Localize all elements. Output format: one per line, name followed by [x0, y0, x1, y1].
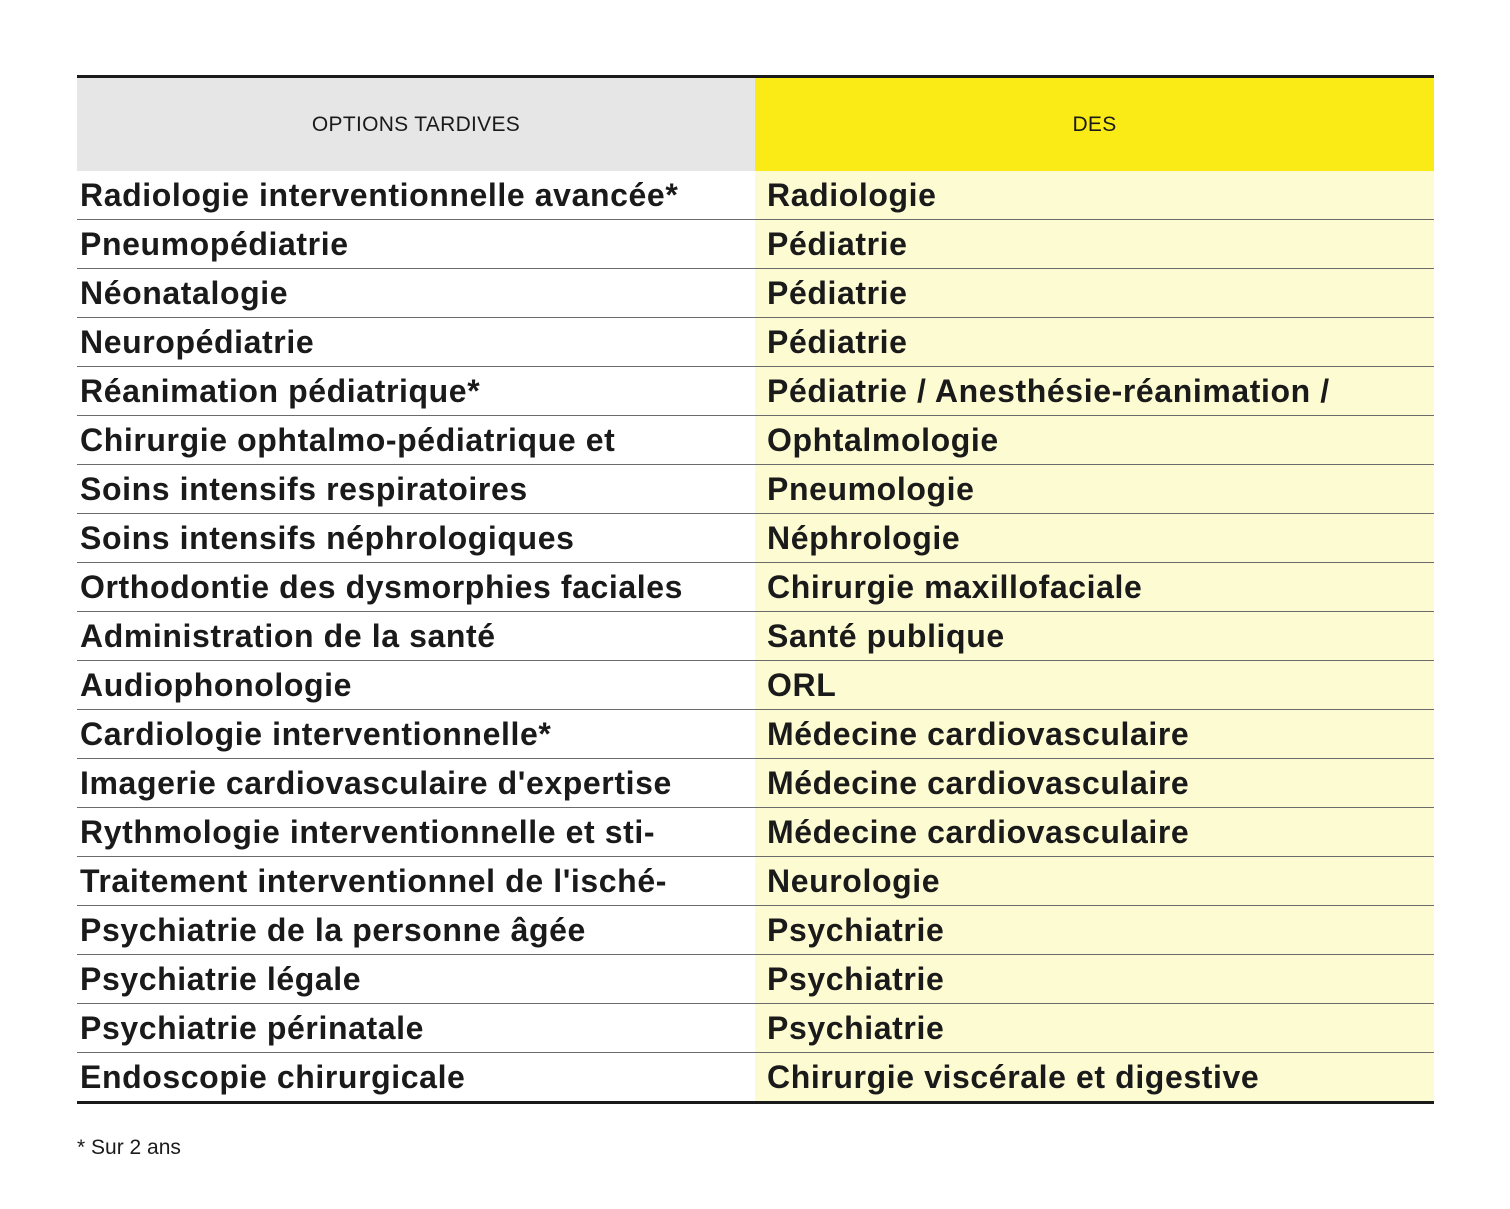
header-des: DES [755, 78, 1434, 171]
table-row [77, 906, 1434, 955]
des-cell: Pédiatrie [755, 269, 1434, 318]
des-cell: Pédiatrie [755, 220, 1434, 269]
header-options-tardives: OPTIONS TARDIVES [77, 78, 755, 171]
options-table [77, 75, 1434, 1104]
table-row [77, 465, 1434, 514]
des-cell: Psychiatrie [755, 1004, 1434, 1053]
table-row [77, 710, 1434, 759]
table-row [77, 759, 1434, 808]
des-cell: Ophtalmologie [755, 416, 1434, 465]
table-row [77, 367, 1434, 416]
option-cell: Rythmologie interventionnelle et sti- [77, 808, 755, 857]
des-cell: Chirurgie viscérale et digestive [755, 1053, 1434, 1102]
option-cell: Radiologie interventionnelle avancée* [77, 171, 755, 220]
option-cell: Traitement interventionnel de l'isché- [77, 857, 755, 906]
option-cell: Psychiatrie périnatale [77, 1004, 755, 1053]
table-row [77, 171, 1434, 220]
des-cell: ORL [755, 661, 1434, 710]
des-cell: Médecine cardiovasculaire [755, 808, 1434, 857]
table-header-row [77, 78, 1434, 171]
des-cell: Radiologie [755, 171, 1434, 220]
option-cell: Audiophonologie [77, 661, 755, 710]
des-cell: Pédiatrie [755, 318, 1434, 367]
des-cell: Santé publique [755, 612, 1434, 661]
option-cell: Chirurgie ophtalmo-pédiatrique et [77, 416, 755, 465]
des-cell: Chirurgie maxillofaciale [755, 563, 1434, 612]
table-row [77, 220, 1434, 269]
table-row [77, 857, 1434, 906]
table-row [77, 416, 1434, 465]
table-row [77, 1004, 1434, 1053]
option-cell: Imagerie cardiovasculaire d'expertise [77, 759, 755, 808]
option-cell: Cardiologie interventionnelle* [77, 710, 755, 759]
option-cell: Soins intensifs néphrologiques [77, 514, 755, 563]
table-row [77, 514, 1434, 563]
option-cell: Réanimation pédiatrique* [77, 367, 755, 416]
des-cell: Psychiatrie [755, 955, 1434, 1004]
option-cell: Administration de la santé [77, 612, 755, 661]
option-cell: Pneumopédiatrie [77, 220, 755, 269]
des-cell: Neurologie [755, 857, 1434, 906]
des-cell: Médecine cardiovasculaire [755, 710, 1434, 759]
table-row [77, 269, 1434, 318]
option-cell: Psychiatrie de la personne âgée [77, 906, 755, 955]
option-cell: Psychiatrie légale [77, 955, 755, 1004]
footnote: * Sur 2 ans [77, 1136, 181, 1159]
des-cell: Médecine cardiovasculaire [755, 759, 1434, 808]
table-row [77, 612, 1434, 661]
table-row [77, 808, 1434, 857]
table-row [77, 318, 1434, 367]
des-cell: Pédiatrie / Anesthésie-réanimation / [755, 367, 1434, 416]
table-row [77, 661, 1434, 710]
des-cell: Néphrologie [755, 514, 1434, 563]
table-row [77, 955, 1434, 1004]
table-row [77, 1053, 1434, 1102]
option-cell: Endoscopie chirurgicale [80, 1058, 466, 1095]
option-cell: Neuropédiatrie [77, 318, 755, 367]
option-cell: Soins intensifs respiratoires [77, 465, 755, 514]
table-row [77, 563, 1434, 612]
table-body [77, 171, 1434, 1101]
des-cell: Pneumologie [755, 465, 1434, 514]
option-cell: Néonatalogie [77, 269, 755, 318]
des-cell: Psychiatrie [755, 906, 1434, 955]
option-cell: Orthodontie des dysmorphies faciales [77, 563, 755, 612]
options-des-table [77, 78, 1434, 1101]
